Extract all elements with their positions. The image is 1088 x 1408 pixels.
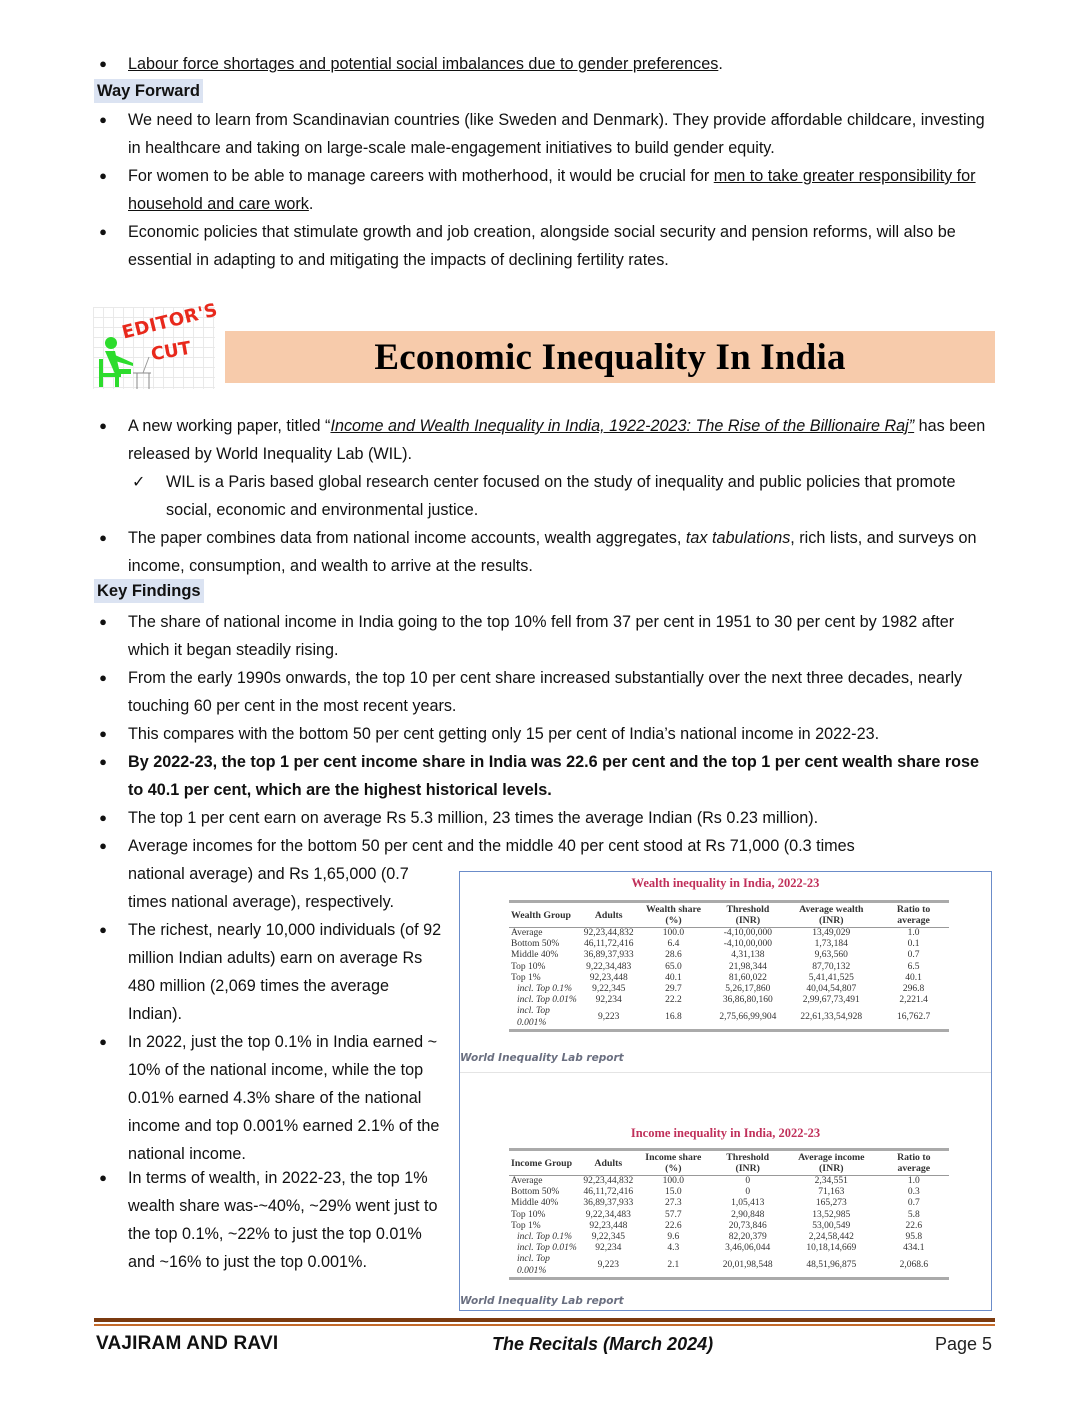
table-cell: 13,52,985 (812, 1209, 851, 1220)
table-cell: 95.8 (905, 1232, 923, 1243)
table-cell: 0 (745, 1176, 751, 1186)
table-cell: 2,24,58,442 (808, 1232, 854, 1243)
list-item: ● The top 1 per cent earn on average Rs 5.3 million, 23 times the average Indian (Rs 0.23 million). (96, 804, 996, 832)
list-item: ● Average incomes for the bottom 50 per cent and the middle 40 per cent stood at Rs 71,000 (0.3 times (96, 832, 996, 860)
table-row (509, 1176, 949, 1188)
table-cell: 36,89,37,933 (583, 950, 634, 961)
bullet-icon: ● (99, 418, 107, 433)
page-number: Page 5 (935, 1334, 993, 1354)
article-title: Economic Inequality In India (374, 336, 846, 378)
row-label: incl. Top 0.01% (517, 995, 577, 1006)
table-cell: 27.3 (665, 1198, 682, 1209)
table-cell: 82,20,379 (728, 1232, 767, 1243)
table-cell: 87,70,132 (812, 961, 851, 972)
bullet-icon: ● (99, 810, 107, 825)
table-row (509, 950, 949, 961)
table-cell: 20,01,98,548 (711, 1254, 784, 1278)
table-cell: 40.1 (905, 972, 922, 983)
table-cell: 92,23,448 (589, 972, 628, 983)
table-cell: 36,89,37,933 (583, 1198, 634, 1209)
footer-publication: The Recitals (March 2024) (492, 1334, 714, 1354)
column-header: Wealth share (%) (636, 902, 712, 928)
table-cell: -4,10,00,000 (723, 939, 772, 950)
table-cell: 2,90,848 (731, 1209, 765, 1220)
table-cell: 6.4 (667, 939, 680, 950)
wealth-inequality-table (509, 900, 949, 1032)
table-cell: 36,86,80,160 (722, 995, 773, 1006)
table-cell: 9,22,34,483 (586, 961, 632, 972)
list-item: ● A new working paper, titled “Income and Wealth Inequality in India, 1922-2023: The Rise of the Billionaire Raj” has been released by World Inequality Lab (WIL). (96, 412, 996, 468)
list-item: ● The richest, nearly 10,000 individuals (of 92 million Indian adults) earn on average Rs 480 million (2,069 times the average Indian). (96, 916, 446, 1028)
table-cell: 53,00,549 (812, 1220, 851, 1231)
bullet-icon: ● (99, 56, 107, 71)
row-label: incl. Top 0.1% (517, 984, 573, 995)
table-cell: 0.3 (907, 1187, 920, 1198)
table-cell: 22.6 (665, 1220, 682, 1231)
table-cell: 0.7 (907, 950, 920, 961)
list-item: ● This compares with the bottom 50 per cent getting only 15 per cent of India’s national income in 2022-23. (96, 720, 996, 748)
table-row (509, 1006, 949, 1030)
row-label: Middle 40% (511, 1198, 559, 1209)
table-cell: 22.6 (905, 1220, 923, 1231)
table-row (509, 1232, 949, 1243)
wealth-table-source: World Inequality Lab report (460, 1052, 624, 1064)
sub-list-item: ✓ WIL is a Paris based global research center focused on the study of inequality and public policies that promote social, economic and environmental justice. (96, 468, 996, 524)
table-row (509, 973, 949, 984)
bullet-icon: ● (99, 614, 107, 629)
table-cell: 2,068.6 (879, 1254, 949, 1278)
bullet-icon: ● (99, 1170, 107, 1185)
table-cell: 5,26,17,860 (725, 984, 771, 995)
table-cell: 28.6 (665, 950, 682, 961)
income-table-source: World Inequality Lab report (460, 1295, 624, 1307)
row-label: Average (511, 928, 543, 938)
table-cell: 2,75,66,99,904 (711, 1006, 784, 1030)
list-item: ● For women to be able to manage careers with motherhood, it would be crucial for men to take greater responsibility for household and care work. (96, 162, 996, 218)
bullet-icon: ● (99, 1034, 107, 1049)
underlined-text: Labour force shortages and potential social imbalances due to gender preferences (128, 55, 719, 73)
table-row (509, 962, 949, 973)
list-item: ● The paper combines data from national income accounts, wealth aggregates, tax tabulations, rich lists, and surveys on income, consumption, and wealth to arrive at the results. (96, 524, 996, 580)
section-heading-key-findings: Key Findings (94, 579, 204, 603)
table-cell: 165,273 (815, 1198, 847, 1209)
bullet-icon: ● (99, 838, 107, 853)
paper-title-link: Income and Wealth Inequality in India, 1922-2023: The Rise of the Billionaire Raj” (330, 417, 915, 435)
bullet-icon: ● (99, 112, 107, 127)
table-cell: 71,163 (818, 1187, 845, 1198)
wealth-table-title: Wealth inequality in India, 2022-23 (631, 876, 820, 890)
bullet-icon: ● (99, 670, 107, 685)
table-row (509, 1221, 949, 1232)
table-cell: 9.6 (667, 1232, 680, 1243)
table-row (509, 1243, 949, 1254)
footer-divider (94, 1318, 995, 1322)
table-cell: 4.3 (667, 1243, 680, 1254)
table-cell: 1,05,413 (731, 1198, 765, 1209)
column-header: Adults (582, 902, 636, 928)
table-cell: 2,34,551 (814, 1176, 848, 1186)
table-cell: 13,49,029 (812, 928, 851, 938)
table-cell: 9,22,345 (592, 984, 626, 995)
list-item: ● Labour force shortages and potential social imbalances due to gender preferences. (96, 50, 996, 78)
table-row (509, 1254, 949, 1278)
income-inequality-table (509, 1148, 949, 1280)
table-cell: 57.7 (665, 1209, 682, 1220)
table-header-row (509, 902, 949, 928)
bullet-icon: ● (99, 224, 107, 239)
table-cell: 9,22,34,483 (585, 1209, 631, 1220)
table-cell: 2,221.4 (899, 995, 928, 1006)
row-label: Middle 40% (511, 950, 559, 961)
table-cell: 100.0 (662, 1176, 685, 1186)
table-cell: 2,99,67,73,491 (802, 995, 860, 1006)
table-cell: 15.0 (665, 1187, 682, 1198)
table-cell: 0.7 (907, 1198, 920, 1209)
table-header-row (509, 1150, 949, 1176)
table-row (509, 1187, 949, 1198)
table-cell: 16,762.7 (878, 1006, 949, 1030)
table-cell: 9,63,560 (814, 950, 848, 961)
article-title-banner (225, 331, 995, 383)
list-item: ● Economic policies that stimulate growth and job creation, alongside social security and pension reforms, will also be essential in adapting to and mitigating the impacts of declining fertility rates. (96, 218, 996, 274)
table-row (509, 1210, 949, 1221)
table-cell: 46,11,72,416 (583, 939, 634, 950)
table-cell: 0 (745, 1187, 751, 1198)
row-label: Bottom 50% (511, 1187, 560, 1198)
table-cell: 20,73,846 (728, 1220, 767, 1231)
table-row (509, 1198, 949, 1209)
table-row (509, 995, 949, 1006)
table-cell: 4,31,138 (731, 950, 765, 961)
table-cell: 92,23,44,832 (583, 928, 634, 938)
table-cell: 3,46,06,044 (725, 1243, 771, 1254)
bullet-icon: ● (99, 754, 107, 769)
row-label: incl. Top 0.01% (517, 1243, 577, 1254)
table-cell: 46,11,72,416 (583, 1187, 634, 1198)
table-cell: 40.1 (665, 972, 682, 983)
table-cell: 16.8 (636, 1006, 712, 1030)
table-cell: 9,223 (582, 1006, 636, 1030)
row-label: Top 1% (511, 1220, 541, 1231)
column-header: Ratio to average (879, 1150, 949, 1176)
logo-text-editors: EDITOR'S (119, 299, 220, 344)
table-cell: 22,61,33,54,928 (784, 1006, 878, 1030)
table-cell: 40,04,54,807 (806, 984, 857, 995)
editors-cut-logo (93, 299, 220, 389)
table-cell: 9,22,345 (591, 1232, 625, 1243)
list-item: ● The share of national income in India going to the top 10% fell from 37 per cent in 1951 to 30 per cent by 1982 after which it began steadily rising. (96, 608, 996, 664)
table-cell: 92,234 (595, 995, 622, 1006)
checkmark-icon: ✓ (132, 473, 146, 491)
table-cell: 6.5 (907, 961, 920, 972)
table-row (509, 984, 949, 995)
bullet-icon: ● (99, 922, 107, 937)
column-header: Average wealth (INR) (784, 902, 878, 928)
table-cell: -4,10,00,000 (723, 928, 772, 938)
column-header: Threshold (INR) (711, 1150, 784, 1176)
table-row (509, 939, 949, 950)
table-cell: 48,51,96,875 (784, 1254, 879, 1278)
column-header: Threshold (INR) (711, 902, 784, 928)
column-header: Adults (581, 1150, 635, 1176)
table-cell: 92,234 (595, 1243, 622, 1254)
divider (460, 1072, 991, 1073)
row-label: Top 10% (511, 1209, 546, 1220)
column-header: Wealth Group (509, 902, 582, 928)
list-item-highlight: ● By 2022-23, the top 1 per cent income share in India was 22.6 per cent and the top 1 per cent wealth share rose to 40.1 per cent, which are the highest historical levels. (96, 748, 996, 804)
row-label: incl. Top 0.001% (509, 1254, 581, 1278)
list-item: ● In terms of wealth, in 2022-23, the top 1% wealth share was-~40%, ~29% went just to the top 0.1%, ~22% to just the top 0.01% and ~16% to just the top 0.001%. (96, 1164, 446, 1276)
table-cell: 22.2 (665, 995, 682, 1006)
table-cell: 1.0 (907, 1176, 920, 1186)
row-label: incl. Top 0.001% (509, 1006, 582, 1030)
logo-text-cut: CUT (149, 337, 193, 366)
table-cell: 29.7 (665, 984, 682, 995)
table-cell: 0.1 (907, 939, 920, 950)
table-cell: 5,41,41,525 (808, 972, 854, 983)
column-header: Ratio to average (878, 902, 949, 928)
table-cell: 65.0 (665, 961, 682, 972)
list-item: ● From the early 1990s onwards, the top 10 per cent share increased substantially over the next three decades, nearly touching 60 per cent in the most recent years. (96, 664, 996, 720)
list-item-continuation: national average) and Rs 1,65,000 (0.7 times national average), respectively. (128, 865, 409, 911)
table-cell: 92,23,448 (589, 1220, 628, 1231)
table-cell: 9,223 (581, 1254, 635, 1278)
row-label: Top 10% (511, 961, 546, 972)
income-table-title: Income inequality in India, 2022-23 (630, 1126, 821, 1140)
bullet-icon: ● (99, 726, 107, 741)
bullet-icon: ● (99, 530, 107, 545)
row-label: Average (511, 1176, 543, 1186)
table-cell: 2.1 (635, 1254, 711, 1278)
section-heading-way-forward: Way Forward (94, 79, 203, 103)
inequality-tables-figure (459, 871, 992, 1311)
list-item: ● In 2022, just the top 0.1% in India earned ~ 10% of the national income, while the top 0.01% earned 4.3% share of the national income and top 0.001% earned 2.1% of the national income. (96, 1028, 446, 1168)
row-label: Top 1% (511, 972, 541, 983)
table-cell: 1.0 (907, 928, 920, 938)
table-cell: 92,23,44,832 (583, 1176, 634, 1186)
table-cell: 21,98,344 (728, 961, 767, 972)
table-cell: 434.1 (903, 1243, 925, 1254)
table-row (509, 928, 949, 940)
footer-publisher: VAJIRAM AND RAVI (96, 1333, 279, 1354)
table-cell: 1,73,184 (814, 939, 848, 950)
table-cell: 5.8 (907, 1209, 920, 1220)
underlined-text: men to take greater responsibility for household and care work (128, 167, 976, 213)
table-cell: 81,60,022 (728, 972, 767, 983)
table-cell: 100.0 (662, 928, 685, 938)
column-header: Average income (INR) (784, 1150, 879, 1176)
table-cell: 10,18,14,669 (806, 1243, 857, 1254)
list-item: ● We need to learn from Scandinavian countries (like Sweden and Denmark). They provide affordable childcare, investing in healthcare and taking on large-scale male-engagement initiatives to build gender equity. (96, 106, 996, 162)
column-header: Income share (%) (635, 1150, 711, 1176)
row-label: incl. Top 0.1% (517, 1232, 573, 1243)
bullet-icon: ● (99, 168, 107, 183)
row-label: Bottom 50% (511, 939, 560, 950)
footer-divider-accent (94, 1324, 995, 1326)
table-cell: 296.8 (902, 984, 925, 995)
column-header: Income Group (509, 1150, 581, 1176)
